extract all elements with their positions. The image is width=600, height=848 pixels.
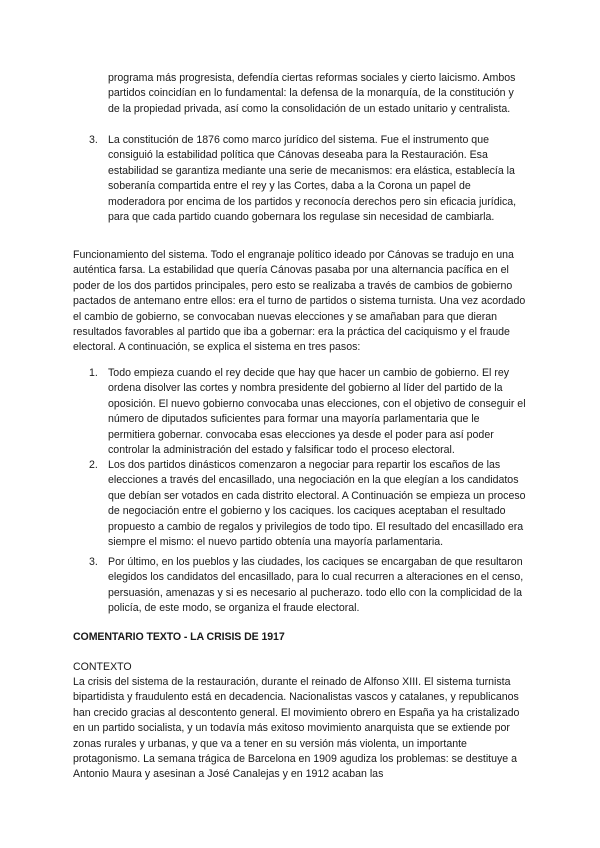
list-number: 3. <box>89 556 98 568</box>
paragraph-funcionamiento: Funcionamiento del sistema. Todo el engranaje político ideado por Cánovas se tradujo en una auténtica farsa. La estabilidad que quería Cánovas pasaba por una alternancia pacífica en el poder de los dos partidos principales, pero esto se realizaba a través de cambios de gobierno pactados de antemano entre ellos: era el turno de partidos o sistema turnista. Una vez acordado el cambio de gobierno, se convocaban nuevas elecciones y se amañaban para que dieran resultados favorables al partido que iba a gobernar: era la práctica del caciquismo y el fraude electoral. A continuación, se explica el sistema en tres pasos: <box>73 249 526 354</box>
list-number: 3. <box>89 134 98 146</box>
list-item-step-3: Por último, en los pueblos y las ciudades, los caciques se encargaban de que resultaron elegidos los candidatos del encasillado, para lo cual recurren a alteraciones en el censo, persuasión, amenazas y si es necesario al pucherazo. todo ello con la complicidad de la policía, de este modo, se organiza el fraude electoral. <box>108 556 524 615</box>
list-item-step-2: Los dos partidos dinásticos comenzaron a negociar para repartir los escaños de las elecciones a través del encasillado, una negociación en la que elegían a los candidatos que debían ser votados en cada distrito electoral. A Continuación se empieza un proceso de negociación entre el gobierno y los caciques. los caciques aceptaban el resultado propuesto a cambio de regalos y privilegios de todo tipo. El resultado del encasillado era siempre el mismo: el nuevo partido obtenía una mayoría parlamentaria. <box>108 459 526 549</box>
list-item-continuation: programa más progresista, defendía ciertas reformas sociales y cierto laicismo. Ambos partidos coincidían en lo fundamental: la defensa de la monarquía, de la constitución y de la propiedad privada, así como la consolidación de un estado unitario y centralista. <box>108 72 516 115</box>
list-item-step-1: Todo empieza cuando el rey decide que hay que hacer un cambio de gobierno. El rey ordena disolver las cortes y nombra presidente del gobierno al líder del partido de la oposición. El nuevo gobierno convocaba unas elecciones, con el objetivo de conseguir el número de diputados suficientes para formar una mayoría parlamentaria que le permitiera gobernar. convocaba esas elecciones ya desde el poder para así poder controlar la administración del estado y falsificar todo el proceso electoral. <box>108 367 526 457</box>
section-heading: COMENTARIO TEXTO - LA CRISIS DE 1917 <box>73 631 285 643</box>
list-item-constitution: La constitución de 1876 como marco jurídico del sistema. Fue el instrumento que consiguió la estabilidad política que Cánovas deseaba para la Restauración. Esa estabilidad se garantiza mediante una serie de mecanismos: era elástica, establecía la soberanía compartida entre el rey y las Cortes, daba a la Corona un papel de moderadora por encima de los partidos y reconocía derechos pero sin eficacia jurídica, para que cada partido cuando gobernara los regulase sin necesidad de cambiarla. <box>108 134 517 224</box>
list-number: 1. <box>89 367 98 379</box>
section-subheading: CONTEXTO <box>73 661 132 673</box>
paragraph-contexto: La crisis del sistema de la restauración, durante el reinado de Alfonso XIII. El sistema turnista bipartidista y fraudulento está en decadencia. Nacionalistas vascos y catalanes, y republicanos han crecido gracias al descontento general. El movimiento obrero en España ya ha cristalizado en un partido socialista, y un todavía más exitoso movimiento anarquista que se extiende por zonas rurales y urbanas, y que va a tener en su versión más violenta, un importante protagonismo. La semana trágica de Barcelona en 1909 agudiza los problemas: se destituye a Antonio Maura y asesinan a José Canalejas y en 1912 acaban las <box>73 676 520 781</box>
list-number: 2. <box>89 459 98 471</box>
